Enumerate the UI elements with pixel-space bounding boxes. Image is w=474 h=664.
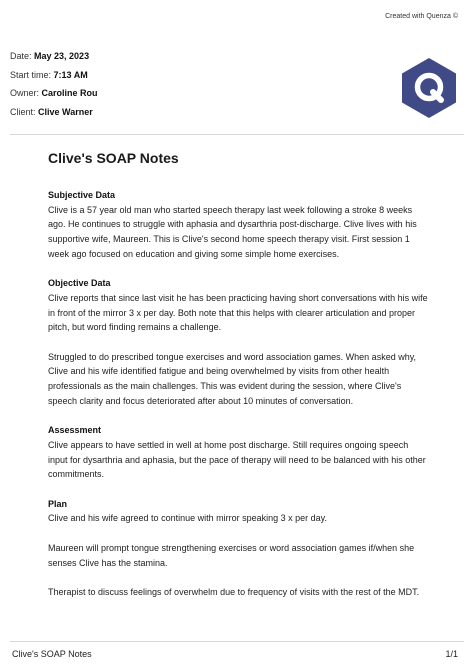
section-paragraph: Clive is a 57 year old man who started speech therapy last week following a stroke 8 weeks ago. He continues to struggle with aphasia and dysarthria post-discharge. Clive lives with his supportive wife, Maureen. This is Clive's second home speech therapy visit. First session 1 week ago focused on education and giving some simple home exercises.: [48, 204, 417, 259]
section-heading: Plan: [48, 498, 68, 509]
section-heading: Subjective Data: [48, 190, 116, 200]
owner-row: [10, 84, 98, 103]
created-with-credit: Created with Quenza ©: [385, 13, 458, 20]
section-paragraph: Struggled to do prescribed tongue exercises and word association games. When asked why, Clive and his wife identified fatigue and being overwhelmed by visits from other health professionals as the main challenges. This was evident during the session, where Clive's speech clarity and focus deteriorated after about 10 minutes of conversation.: [48, 351, 417, 406]
start-time-value: 7:13 AM: [53, 69, 88, 80]
owner-value: Caroline Rou: [41, 88, 98, 98]
section-paragraph: Maureen will prompt tongue strengthening exercises or word association games if/when she senses Clive has the stamina.: [48, 542, 415, 568]
date-label: Date:: [10, 51, 32, 61]
header-divider: [10, 134, 464, 135]
page-number: 1/1: [445, 649, 458, 659]
section-paragraph: Clive appears to have settled in well at home post discharge. Still requires ongoing speech input for dysarthria and aphasia, but the pace of therapy will need to be balanced with his other commitments.: [48, 439, 426, 480]
owner-label: Owner:: [10, 88, 40, 98]
note-content: [48, 149, 428, 614]
client-row: [10, 103, 98, 122]
section-paragraph: Clive reports that since last visit he has been practicing having short conversations with his wife in front of the mirror 3 x per day. Both note that this helps with clearer articulation and proper pitch, but word finding remains a challenge.: [48, 292, 428, 333]
section-heading: Assessment: [48, 425, 102, 436]
date-row: [10, 47, 98, 66]
section-heading: Objective Data: [48, 278, 111, 289]
start-time-row: [10, 66, 98, 85]
quenza-logo-icon: [400, 57, 458, 119]
footer-divider: [10, 641, 464, 642]
date-value: May 23, 2023: [34, 51, 90, 61]
client-label: Client:: [10, 106, 36, 117]
section-paragraph: Therapist to discuss feelings of overwhelm due to frequency of visits with the rest of the MDT.: [48, 586, 420, 597]
start-time-label: Start time:: [10, 69, 52, 80]
page-title: Clive's SOAP Notes: [48, 150, 179, 166]
footer-title: Clive's SOAP Notes: [12, 649, 92, 659]
note-sections: [48, 188, 428, 600]
client-value: Clive Warner: [38, 106, 93, 117]
session-meta: [10, 47, 98, 121]
section-paragraph: Clive and his wife agreed to continue with mirror speaking 3 x per day.: [48, 513, 327, 524]
